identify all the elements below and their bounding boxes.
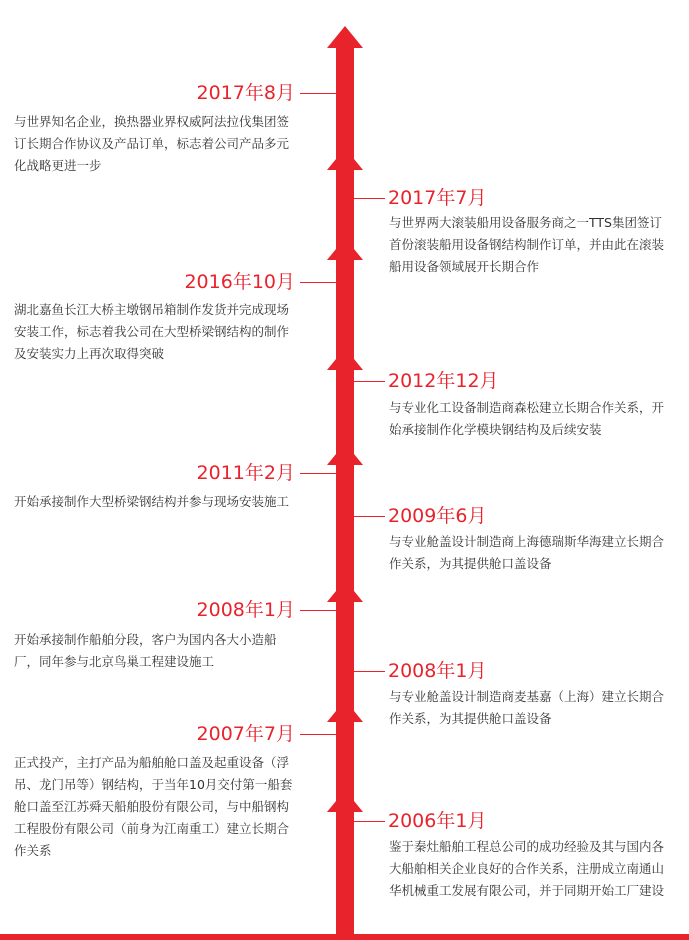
event-connector — [300, 93, 340, 94]
event-connector — [350, 381, 385, 382]
timeline-baseline — [0, 934, 689, 940]
event-year: 2017年7月 — [388, 187, 487, 209]
event-year: 2012年12月 — [388, 370, 499, 392]
event-year: 2006年1月 — [388, 810, 487, 832]
event-connector — [300, 610, 340, 611]
event-year: 2016年10月 — [184, 271, 295, 293]
event-description: 鉴于秦灶船舶工程总公司的成功经验及其与国内各大船舶相关企业良好的合作关系，注册成立南通山华机械重工发展有限公司，并于同期开始工厂建设 — [389, 839, 665, 898]
event-connector — [350, 671, 385, 672]
spine-chevron — [327, 148, 363, 170]
spine-chevron — [327, 580, 363, 602]
event-connector — [300, 734, 340, 735]
timeline-arrow-head — [327, 26, 363, 48]
event-description: 与专业舱盖设计制造商上海德瑞斯华海建立长期合作关系，为其提供舱口盖设备 — [389, 534, 665, 571]
event-description: 开始承接制作大型桥梁钢结构并参与现场安装施工 — [14, 494, 290, 509]
event-description: 正式投产，主打产品为船舶舱口盖及起重设备（浮吊、龙门吊等）钢结构，于当年10月交付第一船套舱口盖至江苏舜天船舶股份有限公司，与中船钢构工程股份有限公司（前身为江南重工）建立长期合作关系 — [14, 755, 293, 858]
event-connector — [350, 821, 385, 822]
event-description: 湖北嘉鱼长江大桥主墩钢吊箱制作发货并完成现场安装工作，标志着我公司在大型桥梁钢结构的制作及安装实力上再次取得突破 — [14, 302, 290, 361]
event-year: 2008年1月 — [196, 599, 295, 621]
event-connector — [350, 198, 385, 199]
event-connector — [300, 282, 340, 283]
spine-chevron — [327, 700, 363, 722]
event-year: 2011年2月 — [196, 462, 295, 484]
event-year: 2008年1月 — [388, 660, 487, 682]
event-year: 2017年8月 — [196, 82, 295, 104]
spine-chevron — [327, 790, 363, 812]
event-year: 2007年7月 — [196, 723, 295, 745]
event-description: 开始承接制作船舶分段，客户为国内各大小造船厂，同年参与北京鸟巢工程建设施工 — [14, 632, 277, 669]
event-description: 与专业舱盖设计制造商麦基嘉（上海）建立长期合作关系，为其提供舱口盖设备 — [389, 689, 665, 726]
event-description: 与世界两大滚装船用设备服务商之一TTS集团签订首份滚装船用设备钢结构制作订单，并由此在滚装船用设备领域展开长期合作 — [389, 215, 665, 274]
spine-chevron — [327, 238, 363, 260]
event-description: 与世界知名企业，换热器业界权威阿法拉伐集团签订长期合作协议及产品订单，标志着公司产品多元化战略更进一步 — [14, 114, 290, 173]
event-connector — [350, 516, 385, 517]
event-year: 2009年6月 — [388, 505, 487, 527]
spine-chevron — [327, 348, 363, 370]
event-description: 与专业化工设备制造商森松建立长期合作关系，开始承接制作化学模块钢结构及后续安装 — [389, 400, 665, 437]
spine-chevron — [327, 443, 363, 465]
event-connector — [300, 473, 340, 474]
